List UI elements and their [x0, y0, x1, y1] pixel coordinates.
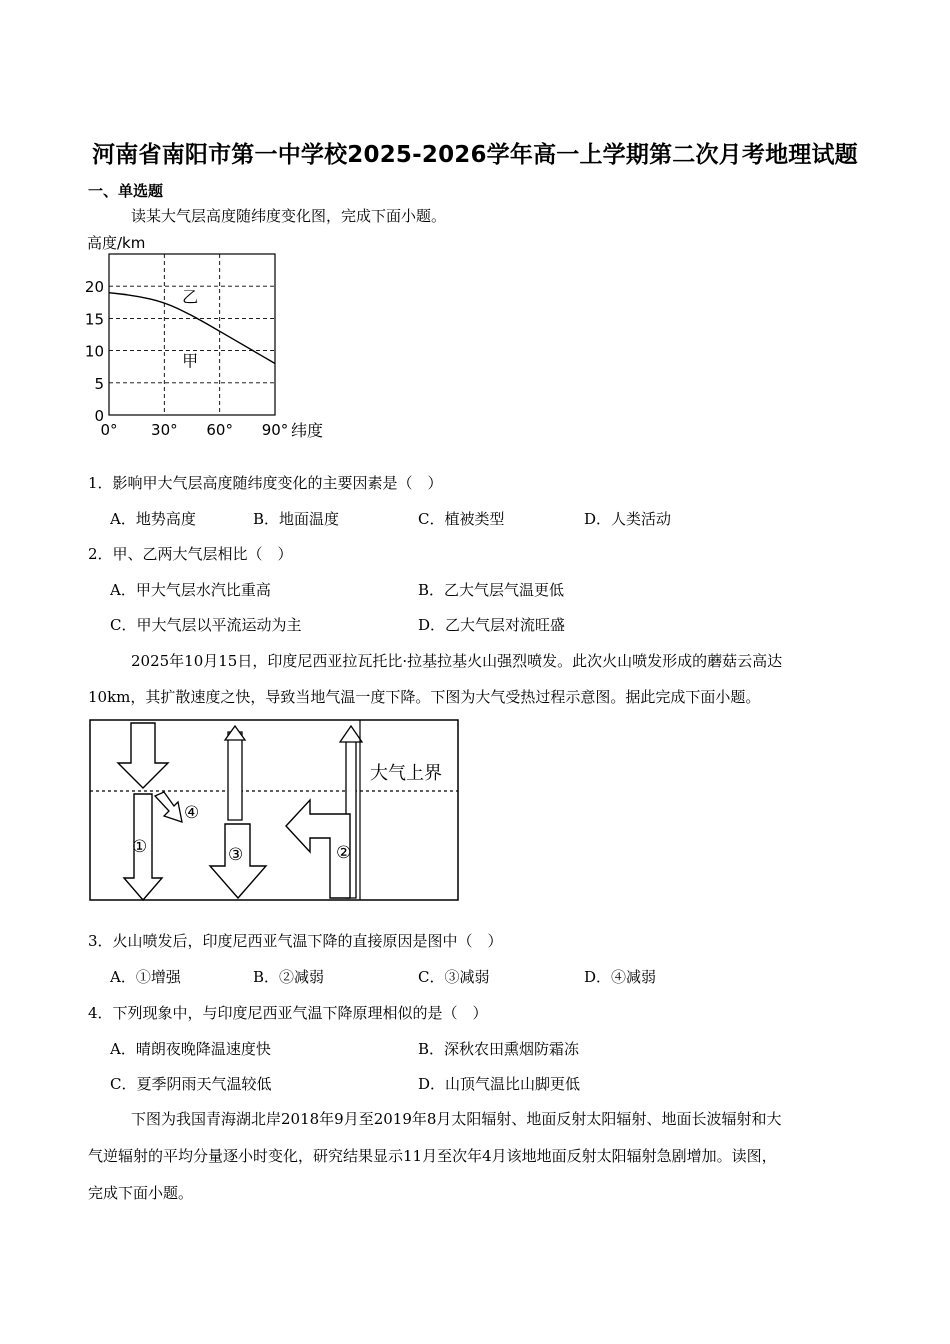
- intro-paragraph-2-line-2: 10km，其扩散速度之快，导致当地气温一度下降。下图为大气受热过程示意图。据此完成下面小题。: [88, 688, 761, 706]
- q1-option-b[interactable]: B．地面温度: [253, 510, 340, 528]
- x-tick-label: 90°: [261, 421, 289, 439]
- page-title: 河南省南阳市第一中学校2025-2026学年高一上学期第二次月考地理试题: [92, 142, 858, 168]
- intro-paragraph-3-line-2: 气逆辐射的平均分量逐小时变化，研究结果显示11月至次年4月该地地面反射太阳辐射急剧增加。读图，: [88, 1147, 777, 1165]
- q1-option-d[interactable]: D．人类活动: [584, 510, 672, 528]
- chart-y-ticks: [85, 278, 104, 425]
- label-1: ①: [132, 837, 148, 857]
- intro-paragraph-3-line-3: 完成下面小题。: [88, 1184, 194, 1202]
- region-label-yi: 乙: [182, 287, 199, 307]
- x-tick-label: 0°: [100, 421, 118, 439]
- question-4-stem: 4．下列现象中，与印度尼西亚气温下降原理相似的是（ ）: [88, 1004, 488, 1022]
- section-heading: 一、单选题: [88, 182, 164, 200]
- y-tick-label: 5: [94, 374, 104, 393]
- arrow-3-up-shaft: [228, 732, 242, 820]
- y-tick-label: 0: [94, 407, 104, 425]
- chart-gridlines: [109, 254, 275, 415]
- x-tick-label: 60°: [206, 421, 233, 439]
- q2-option-b[interactable]: B．乙大气层气温更低: [418, 581, 565, 599]
- atmosphere-heating-diagram: [88, 718, 460, 902]
- question-3-stem: 3．火山喷发后，印度尼西亚气温下降的直接原因是图中（ ）: [88, 932, 503, 950]
- y-tick-label: 10: [84, 342, 104, 361]
- question-2-stem: 2．甲、乙两大气层相比（ ）: [88, 545, 293, 563]
- label-4: ④: [184, 803, 200, 823]
- chart-ylabel: 高度/km: [87, 234, 146, 252]
- q2-option-a[interactable]: A．甲大气层水汽比重高: [110, 581, 271, 599]
- q1-option-c[interactable]: C．植被类型: [418, 510, 505, 528]
- chart-xlabel: 纬度: [291, 421, 324, 440]
- atmosphere-boundary-label: 大气上界: [370, 763, 442, 784]
- q4-option-a[interactable]: A．晴朗夜晚降温速度快: [110, 1040, 271, 1058]
- question-1-stem: 1．影响甲大气层高度随纬度变化的主要因素是（ ）: [88, 474, 443, 492]
- latitude-height-chart: [82, 230, 342, 442]
- region-label-jia: 甲: [182, 351, 199, 371]
- q2-option-c[interactable]: C．甲大气层以平流运动为主: [110, 616, 302, 634]
- q1-option-a[interactable]: A．地势高度: [110, 510, 196, 528]
- chart-frame: [109, 254, 275, 415]
- label-3: ③: [228, 845, 244, 865]
- q3-option-a[interactable]: A．①增强: [110, 968, 181, 986]
- q2-option-d[interactable]: D．乙大气层对流旺盛: [418, 616, 566, 634]
- intro-paragraph-2-line-1: 2025年10月15日，印度尼西亚拉瓦托比·拉基拉基火山强烈喷发。此次火山喷发形成的蘑菇云高达: [131, 652, 783, 670]
- y-tick-label: 20: [84, 278, 104, 297]
- q4-option-d[interactable]: D．山顶气温比山脚更低: [418, 1075, 581, 1093]
- chart-x-ticks: [100, 421, 288, 439]
- x-tick-label: 30°: [151, 421, 178, 439]
- q4-option-c[interactable]: C．夏季阴雨天气温较低: [110, 1075, 272, 1093]
- label-2: ②: [336, 843, 352, 863]
- q3-option-c[interactable]: C．③减弱: [418, 968, 490, 986]
- q3-option-b[interactable]: B．②减弱: [253, 968, 325, 986]
- intro-paragraph-3-line-1: 下图为我国青海湖北岸2018年9月至2019年8月太阳辐射、地面反射太阳辐射、地面长波辐射和大: [131, 1110, 782, 1128]
- y-tick-label: 15: [84, 310, 104, 329]
- q3-option-d[interactable]: D．④减弱: [584, 968, 657, 986]
- intro-paragraph-1: 读某大气层高度随纬度变化图，完成下面小题。: [131, 207, 447, 225]
- q4-option-b[interactable]: B．深秋农田熏烟防霜冻: [418, 1040, 580, 1058]
